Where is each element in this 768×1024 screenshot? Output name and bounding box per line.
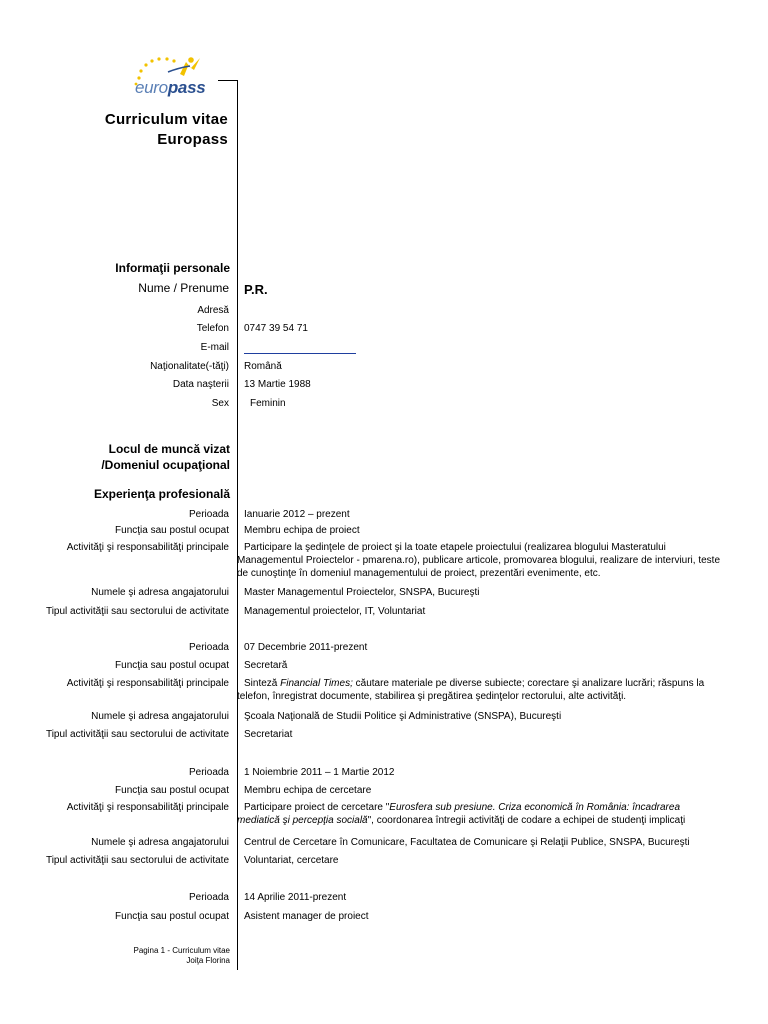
email-link-underline[interactable] [244, 353, 356, 354]
logo-underline [218, 80, 238, 81]
position-label: Funcţia sau postul ocupat [115, 660, 229, 671]
job2-activities: Sinteză Financial Times; căutare materiale pe diverse subiecte; corectare şi analizare lucrări; răspuns la telefon, înregistrat documente, stabilirea şi pregătirea şedinţelor rectorului, alte activităţi. [237, 678, 705, 702]
job2-sector: Secretariat [244, 729, 293, 740]
job1-sector: Managementul proiectelor, IT, Voluntariat [244, 606, 426, 617]
job3-sector: Voluntariat, cercetare [244, 855, 339, 866]
section-target-job: Locul de muncă vizat /Domeniul ocupaţional [101, 442, 230, 472]
job3-period: 1 Noiembrie 2011 – 1 Martie 2012 [244, 767, 395, 778]
nationality-label: Naţionalitate(-tăţi) [150, 361, 229, 372]
birthdate-value: 13 Martie 1988 [244, 379, 311, 390]
europass-logo [128, 52, 240, 100]
job2-employer: Şcoala Naţională de Studii Politice şi Administrative (SNSPA), Bucureşti [244, 711, 562, 722]
employer-label: Numele şi adresa angajatorului [91, 587, 229, 598]
position-label: Funcţia sau postul ocupat [115, 911, 229, 922]
phone-value: 0747 39 54 71 [244, 323, 308, 334]
job1-position: Membru echipa de proiect [244, 525, 360, 536]
birthdate-label: Data naşterii [172, 379, 229, 390]
job3-position: Membru echipa de cercetare [244, 785, 372, 796]
email-label: E-mail [200, 342, 229, 353]
section-personal-info: Informaţii personale [115, 261, 230, 275]
job1-employer: Master Managementul Proiectelor, SNSPA, Bucureşti [244, 587, 480, 598]
job3-employer: Centrul de Cercetare în Comunicare, Facultatea de Comunicare şi Relaţii Publice, SNSPA, Bucureşti [244, 837, 690, 848]
nationality-value: Română [244, 361, 282, 372]
job4-position: Asistent manager de proiect [244, 911, 369, 922]
employer-label: Numele şi adresa angajatorului [91, 711, 229, 722]
europass-wordmark: europass [135, 78, 206, 97]
sector-label: Tipul activităţii sau sectorului de activitate [45, 855, 229, 866]
section-experience: Experienţa profesională [93, 487, 230, 501]
employer-label: Numele şi adresa angajatorului [91, 837, 229, 848]
period-label: Perioada [188, 642, 229, 653]
job3-activities: Participare proiect de cercetare "Eurosfera sub presiune. Criza economică în România: încadrarea mediatică şi percepţia socială", coordonarea întregii activităţi de codare a echipei de studenţi implicaţi [237, 802, 686, 826]
job2-position: Secretară [244, 660, 288, 671]
address-label: Adresă [197, 305, 229, 316]
vertical-divider [237, 80, 238, 968]
job4-period: 14 Aprilie 2011-prezent [244, 892, 347, 903]
period-label: Perioada [188, 892, 229, 903]
position-label: Funcţia sau postul ocupat [115, 785, 229, 796]
page-footer: Pagina 1 - Curriculum vitae Joiţa Florina [133, 946, 230, 965]
footer-divider [237, 944, 238, 970]
position-label: Funcţia sau postul ocupat [115, 525, 229, 536]
activities-label: Activităţi şi responsabilităţi principale [66, 802, 229, 813]
job1-period: Ianuarie 2012 – prezent [244, 509, 350, 520]
phone-label: Telefon [196, 323, 229, 334]
cv-title: Curriculum vitae Europass [104, 111, 228, 148]
job1-activities: Participare la şedinţele de proiect şi la toate etapele proiectului (realizarea blogului Masteratului Managementul Proiectelor - pmarena.ro), publicare articole, promovarea blogului, realizare de interviuri, teste de cunoştinţe în domeniul managementului de proiect, prezentări evenimente, etc. [237, 542, 721, 579]
period-label: Perioada [188, 767, 229, 778]
period-label: Perioada [188, 509, 229, 520]
activities-label: Activităţi şi responsabilităţi principale [66, 678, 229, 689]
activities-label: Activităţi şi responsabilităţi principale [66, 542, 229, 553]
job2-period: 07 Decembrie 2011-prezent [244, 642, 368, 653]
sex-label: Sex [211, 398, 229, 409]
name-label: Nume / Prenume [138, 281, 229, 295]
sector-label: Tipul activităţii sau sectorului de activitate [45, 606, 229, 617]
name-value: P.R. [244, 282, 268, 297]
sex-value: Feminin [250, 398, 286, 409]
sector-label: Tipul activităţii sau sectorului de activitate [45, 729, 229, 740]
